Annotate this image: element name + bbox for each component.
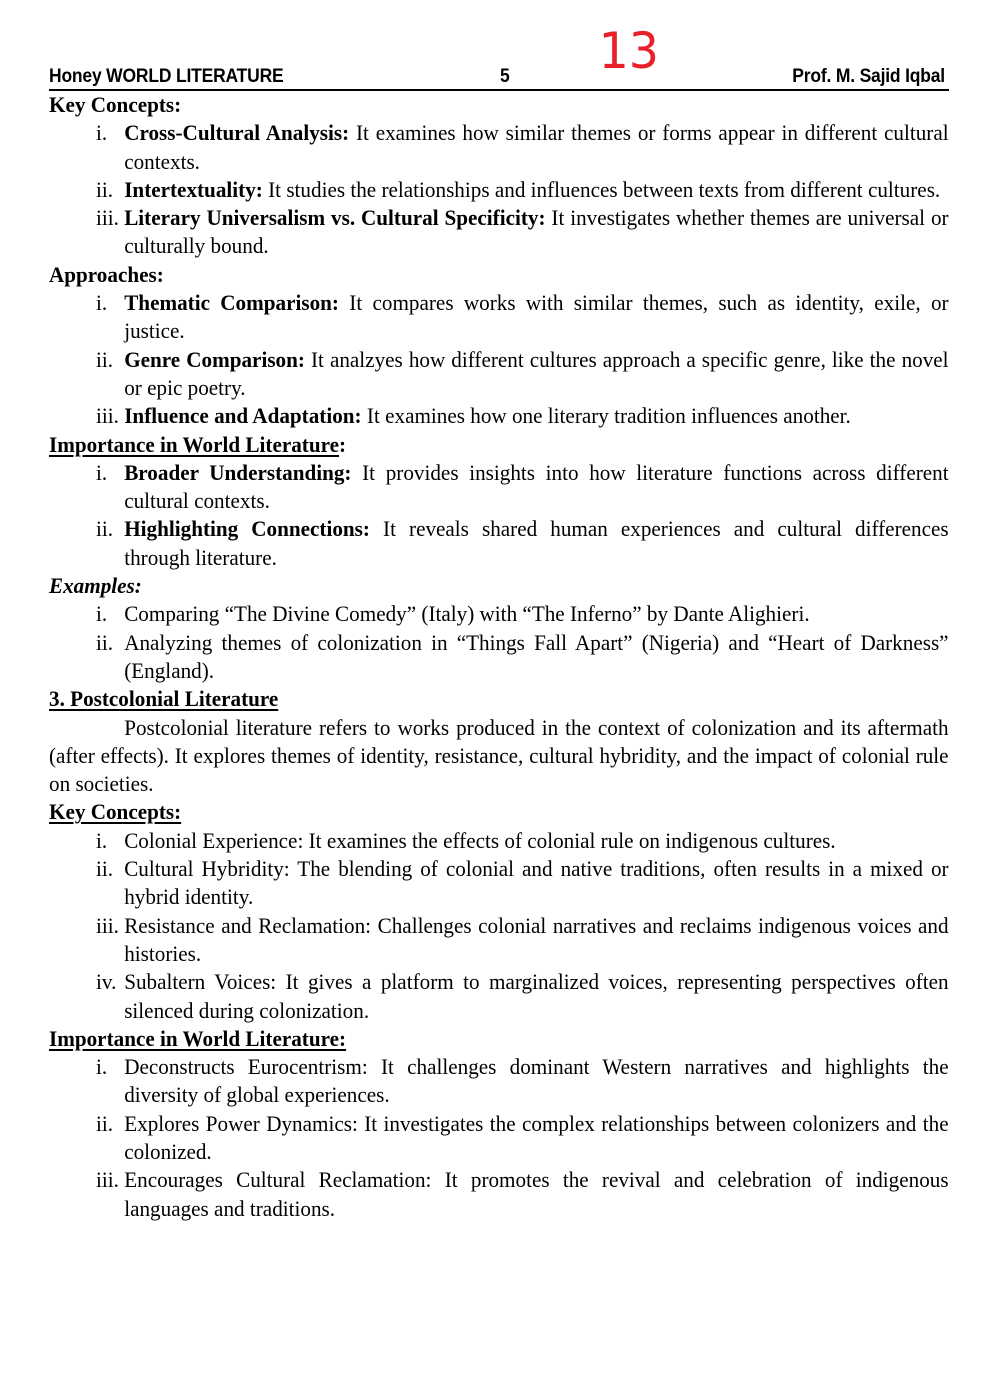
list-item bbox=[49, 827, 949, 855]
list-item bbox=[49, 1053, 949, 1110]
list-item bbox=[49, 912, 949, 969]
item-number: i. bbox=[96, 1054, 108, 1080]
section-number: 5 bbox=[500, 66, 510, 87]
item-term: Intertextuality: bbox=[124, 176, 263, 202]
item-text: It examines how similar themes or forms appear in different cultural contexts. bbox=[124, 120, 949, 174]
list-item bbox=[49, 1110, 949, 1167]
heading-postcolonial-literature: 3. Postcolonial Literature bbox=[49, 686, 279, 712]
item-term: Highlighting Connections: bbox=[124, 516, 370, 542]
item-text: Analyzing themes of colonization in “Things Fall Apart” (Nigeria) and “Heart of Darkness” (England). bbox=[124, 629, 949, 683]
item-number: i. bbox=[96, 601, 108, 627]
list-item bbox=[49, 346, 949, 403]
item-number: ii. bbox=[96, 856, 114, 882]
item-number: i. bbox=[96, 459, 108, 485]
item-number: iii. bbox=[96, 205, 119, 231]
item-text: Encourages Cultural Reclamation: It promotes the revival and celebration of indigenous languages and traditions. bbox=[124, 1167, 949, 1221]
item-text: It investigates whether themes are universal or culturally bound. bbox=[124, 205, 949, 259]
item-text: Comparing “The Divine Comedy” (Italy) with “The Inferno” by Dante Alighieri. bbox=[124, 601, 810, 627]
page-header bbox=[49, 0, 949, 91]
item-number: i. bbox=[96, 290, 108, 316]
list-item bbox=[49, 515, 949, 572]
item-number: iii. bbox=[96, 403, 119, 429]
item-number: ii. bbox=[96, 1110, 114, 1136]
document-page bbox=[49, 0, 949, 1223]
item-text: Colonial Experience: It examines the effects of colonial rule on indigenous cultures. bbox=[124, 827, 836, 853]
item-number: iii. bbox=[96, 912, 119, 938]
list-item bbox=[49, 402, 949, 430]
page-content bbox=[49, 91, 949, 1223]
item-text: Cultural Hybridity: The blending of colonial and native traditions, often results in a mixed or hybrid identity. bbox=[124, 856, 949, 910]
heading-importance-world-literature-postcolonial: Importance in World Literature: bbox=[49, 1025, 347, 1051]
item-number: ii. bbox=[96, 629, 114, 655]
list-item bbox=[49, 459, 949, 516]
item-text: It examines how one literary tradition influences another. bbox=[361, 403, 851, 429]
item-term: Thematic Comparison: bbox=[124, 290, 339, 316]
heading-key-concepts-postcolonial: Key Concepts: bbox=[49, 799, 182, 825]
item-text: It provides insights into how literature functions across different cultural contexts. bbox=[124, 459, 949, 514]
list-item bbox=[49, 629, 949, 686]
item-text: It studies the relationships and influences between texts from different cultures. bbox=[262, 176, 941, 202]
heading-examples: Examples: bbox=[49, 573, 142, 599]
heading-approaches: Approaches: bbox=[49, 261, 164, 287]
heading-importance-world-literature bbox=[49, 431, 949, 459]
item-text: Subaltern Voices: It gives a platform to marginalized voices, representing perspectives often silenced during colonization. bbox=[124, 969, 949, 1023]
list-item bbox=[49, 1166, 949, 1223]
item-number: ii. bbox=[96, 176, 114, 202]
book-title: Honey WORLD LITERATURE bbox=[49, 66, 284, 87]
item-text: Explores Power Dynamics: It investigates the complex relationships between colonizers and the colonized. bbox=[124, 1110, 949, 1164]
item-text: It analzyes how different cultures approach a specific genre, like the novel or epic poetry. bbox=[124, 346, 949, 400]
heading-colon: : bbox=[339, 431, 347, 457]
item-text: Deconstructs Eurocentrism: It challenges dominant Western narratives and highlights the diversity of global experiences. bbox=[124, 1054, 949, 1108]
author-name: Prof. M. Sajid Iqbal bbox=[792, 66, 945, 87]
list-item bbox=[49, 176, 949, 204]
item-number: iii. bbox=[96, 1167, 119, 1193]
page-number: 13 bbox=[598, 22, 660, 80]
list-item bbox=[49, 204, 949, 261]
list-item bbox=[49, 119, 949, 176]
item-term: Broader Understanding: bbox=[124, 459, 352, 485]
item-term: Cross-Cultural Analysis: bbox=[124, 120, 350, 146]
list-item bbox=[49, 600, 949, 628]
item-number: i. bbox=[96, 120, 108, 146]
item-number: ii. bbox=[96, 346, 114, 372]
item-number: ii. bbox=[96, 516, 114, 542]
heading-key-concepts: Key Concepts: bbox=[49, 92, 182, 117]
item-term: Literary Universalism vs. Cultural Specificity: bbox=[124, 205, 546, 231]
heading-text: Importance in World Literature bbox=[49, 431, 340, 457]
list-item bbox=[49, 289, 949, 346]
item-number: iv. bbox=[96, 969, 117, 995]
list-item bbox=[49, 968, 949, 1025]
item-text: It reveals shared human experiences and cultural differences through literature. bbox=[124, 516, 949, 570]
list-item bbox=[49, 855, 949, 912]
item-text: Resistance and Reclamation: Challenges colonial narratives and reclaims indigenous voices and histories. bbox=[124, 912, 949, 966]
item-term: Influence and Adaptation: bbox=[124, 403, 362, 429]
postcolonial-intro-paragraph: Postcolonial literature refers to works produced in the context of colonization and its aftermath (after effects). It explores themes of identity, resistance, cultural hybridity, and the impact of colonial rule on societies. bbox=[49, 714, 949, 797]
item-term: Genre Comparison: bbox=[124, 346, 305, 372]
item-text: It compares works with similar themes, such as identity, exile, or justice. bbox=[124, 290, 949, 344]
item-number: i. bbox=[96, 827, 108, 853]
